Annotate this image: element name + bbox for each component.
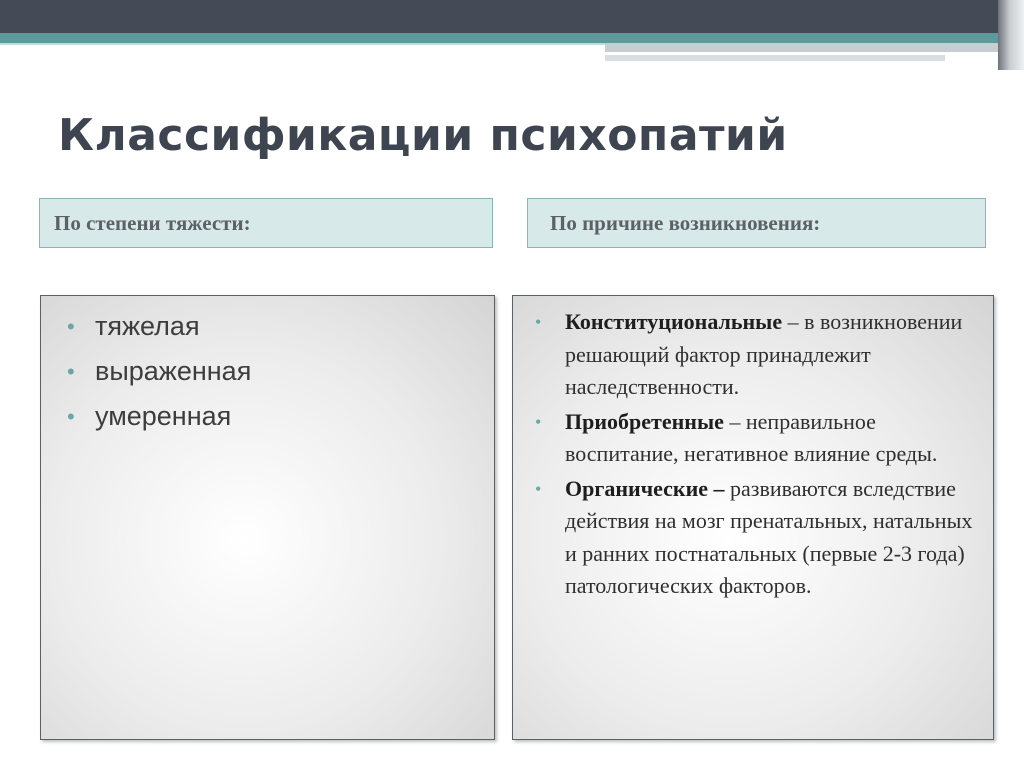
bullet-icon: •: [535, 312, 542, 332]
bullet-icon: •: [67, 359, 75, 384]
thin-stripe-decoration: [0, 43, 605, 45]
corner-shade-decoration: [998, 0, 1024, 70]
severity-list: [67, 304, 251, 439]
cause-list: [535, 306, 975, 605]
gray-stripe-decoration: [605, 43, 1005, 52]
cause-description: – в возникновении решающий фактор принадлежит наследственности.: [565, 309, 963, 399]
cause-header: [527, 198, 986, 248]
cause-header-label: По причине возникновения:: [550, 210, 821, 235]
cause-term: Органические –: [565, 475, 725, 501]
severity-item-label: тяжелая: [95, 311, 200, 341]
cause-term: Приобретенные: [565, 408, 724, 434]
bullet-icon: •: [67, 314, 75, 339]
severity-panel: [40, 295, 495, 740]
light-stripe-decoration: [605, 55, 945, 61]
severity-header-label: По степени тяжести:: [54, 210, 251, 235]
bullet-icon: •: [535, 478, 542, 499]
cause-term: Конституциональные: [565, 309, 783, 334]
list-item: [535, 306, 975, 404]
severity-item-label: выраженная: [95, 356, 252, 386]
bullet-icon: •: [67, 404, 75, 429]
list-item: [67, 394, 251, 439]
severity-header: [39, 198, 493, 248]
cause-description: развиваются вследствие действия на мозг пренатальных, натальных и ранних постнатальных (первые 2-3 года) патологических факторов.: [565, 475, 973, 598]
bullet-icon: •: [535, 411, 542, 432]
list-item: [67, 304, 251, 349]
severity-item-label: умеренная: [95, 401, 232, 431]
list-item: [67, 349, 251, 394]
list-item: [535, 473, 975, 603]
cause-panel: [512, 295, 994, 740]
teal-stripe-decoration: [0, 33, 1024, 43]
top-bar-decoration: [0, 0, 1024, 33]
cause-description: – неправильное воспитание, негативное влияние среды.: [565, 408, 938, 466]
list-item: [535, 406, 975, 471]
slide-title: Классификации психопатий: [58, 110, 788, 161]
